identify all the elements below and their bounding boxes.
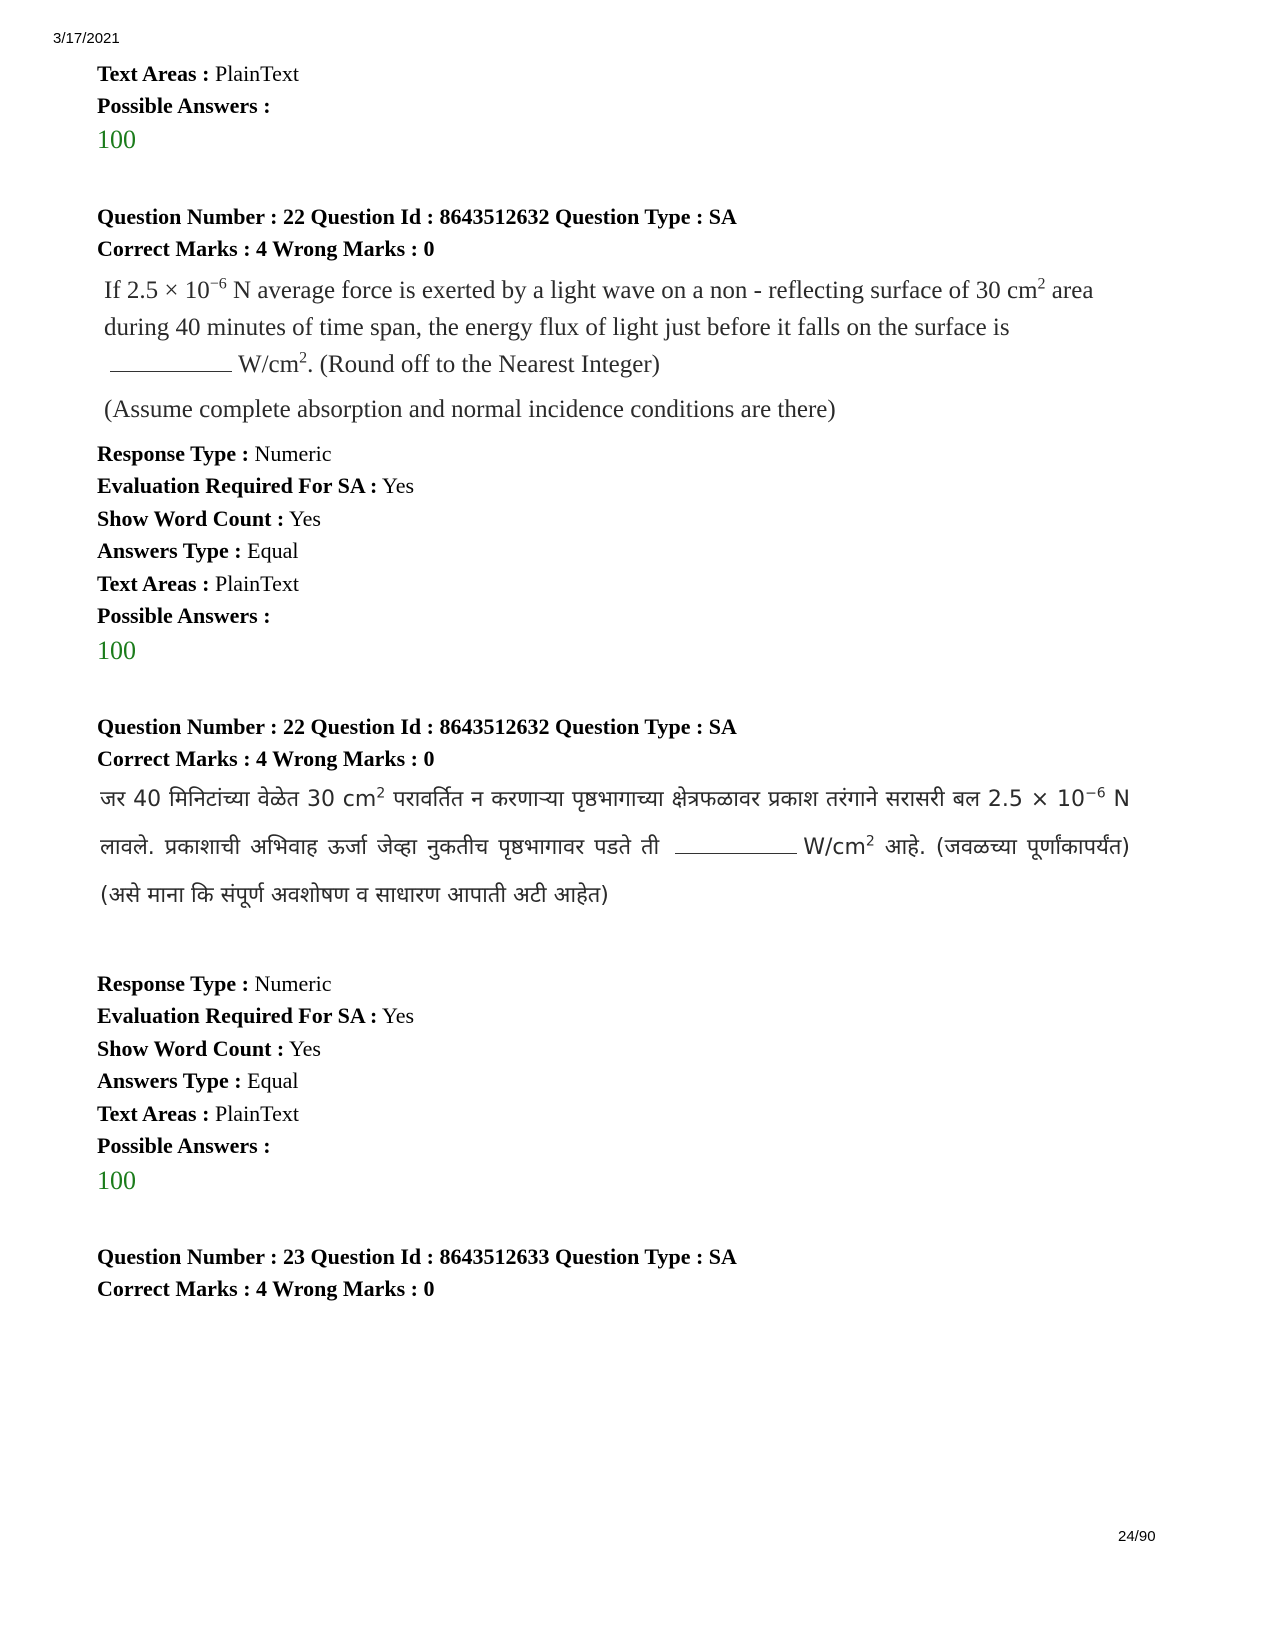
superscript: −6: [1085, 785, 1106, 802]
response-type-row: [97, 970, 331, 998]
answers-type-row: [97, 1067, 298, 1095]
superscript: 2: [376, 785, 386, 802]
text-areas-row: [97, 1100, 299, 1128]
field-value: Numeric: [248, 441, 332, 466]
question-text-part: N लावले. प्रकाशाची अभिवाह ऊर्जा जेव्हा नुकतीच पृष्ठभागावर पडते ती: [100, 787, 1131, 860]
response-type-row: [97, 440, 331, 468]
question-text-part: W/cm: [238, 351, 300, 378]
word-count-row: [97, 1035, 321, 1063]
question-text-part: N average force is exerted by a light wave on a non - reflecting surface of 30 cm: [226, 277, 1038, 304]
field-label: Response Type :: [97, 971, 249, 996]
question-marks: Correct Marks : 4 Wrong Marks : 0: [97, 1276, 435, 1301]
possible-answer: 100: [97, 125, 136, 154]
question-text-part: परावर्तित न करणाऱ्या पृष्ठभागाच्या क्षेत्रफळावर प्रकाश तरंगाने सरासरी बल 2.5 × 10: [385, 787, 1086, 812]
field-label: Text Areas :: [97, 1101, 210, 1126]
question-text-part: W/cm: [803, 835, 866, 860]
field-label: Text Areas :: [97, 571, 210, 596]
possible-answers-label: Possible Answers :: [97, 603, 271, 628]
superscript: −6: [209, 275, 227, 293]
question-header: Question Number : 23 Question Id : 8643512633 Question Type : SA: [97, 1244, 737, 1269]
field-value: Equal: [241, 538, 299, 563]
text-areas-row: [97, 60, 299, 88]
field-value: Yes: [377, 1003, 415, 1028]
question-text-marathi: [100, 776, 1130, 920]
page-date: 3/17/2021: [53, 30, 120, 47]
possible-answers-label: Possible Answers :: [97, 93, 271, 118]
possible-answers-label: Possible Answers :: [97, 1133, 271, 1158]
question-header: Question Number : 22 Question Id : 8643512632 Question Type : SA: [97, 204, 737, 229]
superscript: 2: [1037, 275, 1046, 293]
possible-answer: 100: [97, 1166, 136, 1195]
possible-answer: 100: [97, 636, 136, 665]
question-marks: Correct Marks : 4 Wrong Marks : 0: [97, 236, 435, 261]
question-marks: Correct Marks : 4 Wrong Marks : 0: [97, 746, 435, 771]
word-count-row: [97, 505, 321, 533]
field-label: Text Areas :: [97, 61, 210, 86]
question-text-part: . (Round off to the Nearest Integer): [307, 351, 660, 378]
field-value: PlainText: [209, 571, 299, 596]
question-text-part: area during 40 minutes of time span, the energy flux of light just before it falls on the surface is: [104, 277, 1094, 341]
field-label: Show Word Count :: [97, 1036, 285, 1061]
answers-type-row: [97, 537, 298, 565]
question-header: Question Number : 22 Question Id : 8643512632 Question Type : SA: [97, 714, 737, 739]
field-label: Answers Type :: [97, 1068, 242, 1093]
superscript: 2: [865, 833, 875, 850]
field-label: Evaluation Required For SA :: [97, 1003, 378, 1028]
field-value: PlainText: [209, 1101, 299, 1126]
evaluation-row: [97, 472, 414, 500]
field-value: Yes: [377, 473, 415, 498]
question-text-part: जर 40 मिनिटांच्या वेळेत 30 cm: [100, 787, 377, 812]
answer-blank: [675, 833, 797, 854]
question-text-part: आहे. (जवळच्या पूर्णांकापर्यंत) (असे माना कि संपूर्ण अवशोषण व साधारण आपाती अटी आहेत): [100, 835, 1130, 908]
field-label: Show Word Count :: [97, 506, 285, 531]
question-text-english: [104, 272, 1134, 383]
page-number: 24/90: [1118, 1528, 1156, 1545]
answer-blank: [110, 351, 232, 372]
field-label: Response Type :: [97, 441, 249, 466]
field-label: Evaluation Required For SA :: [97, 473, 378, 498]
evaluation-row: [97, 1002, 414, 1030]
field-label: Answers Type :: [97, 538, 242, 563]
field-value: Numeric: [248, 971, 332, 996]
question-assumption: (Assume complete absorption and normal incidence conditions are there): [104, 396, 836, 423]
field-value: Equal: [241, 1068, 299, 1093]
question-text-part: If 2.5 × 10: [104, 277, 210, 304]
superscript: 2: [299, 349, 308, 367]
field-value: Yes: [284, 1036, 321, 1061]
text-areas-row: [97, 570, 299, 598]
field-value: Yes: [284, 506, 321, 531]
field-value: PlainText: [209, 61, 299, 86]
